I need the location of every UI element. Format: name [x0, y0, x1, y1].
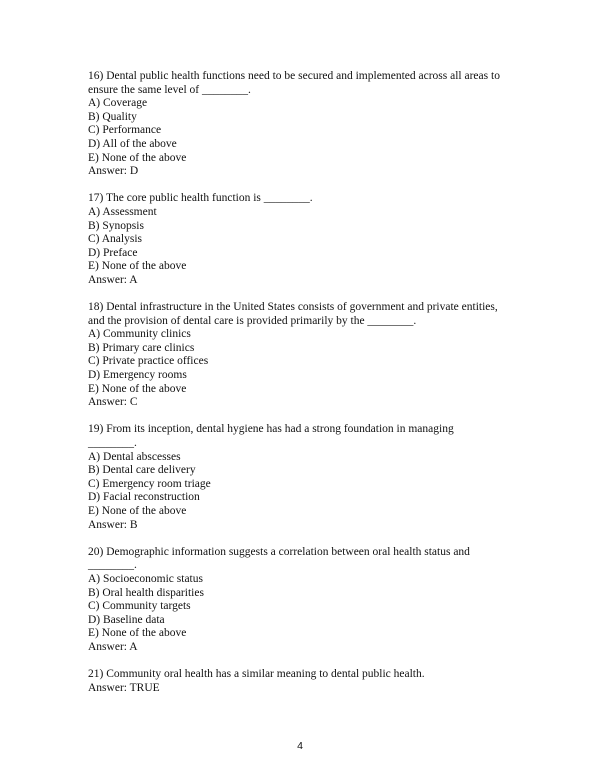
answer-option: A) Dental abscesses — [88, 450, 181, 463]
answer-option: C) Analysis — [88, 233, 142, 246]
answer-option: D) Baseline data — [88, 613, 165, 626]
question-text: ________. — [88, 437, 137, 450]
question-16 — [88, 70, 528, 179]
question-20 — [88, 546, 528, 655]
answer-key: Answer: TRUE — [88, 681, 160, 694]
answer-option: D) Emergency rooms — [88, 369, 187, 382]
answer-option: B) Oral health disparities — [88, 586, 204, 599]
question-text: 20) Demographic information suggests a correlation between oral health status and — [88, 545, 470, 558]
question-21 — [88, 668, 528, 695]
question-19 — [88, 423, 528, 532]
question-text: and the provision of dental care is provided primarily by the ________. — [88, 314, 417, 327]
answer-option: A) Socioeconomic status — [88, 572, 203, 585]
answer-option: C) Performance — [88, 124, 162, 137]
answer-option: A) Coverage — [88, 97, 148, 110]
question-list — [88, 70, 528, 709]
answer-key: Answer: B — [88, 518, 138, 531]
question-text: ________. — [88, 559, 137, 572]
question-text: ensure the same level of ________. — [88, 83, 251, 96]
answer-option: E) None of the above — [88, 260, 187, 273]
question-text: 17) The core public health function is ________. — [88, 192, 313, 205]
page-number: 4 — [297, 740, 303, 752]
answer-option: E) None of the above — [88, 151, 187, 164]
answer-option: C) Private practice offices — [88, 355, 209, 368]
answer-option: B) Primary care clinics — [88, 341, 195, 354]
answer-option: B) Synopsis — [88, 219, 144, 232]
question-18 — [88, 301, 528, 410]
answer-option: C) Emergency room triage — [88, 477, 211, 490]
answer-option: E) None of the above — [88, 505, 187, 517]
answer-option: D) All of the above — [88, 137, 177, 150]
question-text: 18) Dental infrastructure in the United States consists of government and private entities, — [88, 301, 498, 314]
question-text: 19) From its inception, dental hygiene has had a strong foundation in managing — [88, 423, 454, 436]
answer-key: Answer: A — [88, 273, 138, 286]
question-text: 16) Dental public health functions need to be secured and implemented across all areas to — [88, 70, 500, 82]
answer-option: D) Preface — [88, 246, 138, 259]
answer-key: Answer: A — [88, 640, 138, 653]
answer-option: A) Assessment — [88, 205, 157, 218]
answer-option: D) Facial reconstruction — [88, 491, 200, 504]
answer-option: E) None of the above — [88, 627, 187, 640]
question-text: 21) Community oral health has a similar meaning to dental public health. — [88, 668, 425, 681]
answer-option: B) Dental care delivery — [88, 464, 196, 477]
question-17 — [88, 192, 528, 287]
answer-option: C) Community targets — [88, 600, 191, 613]
answer-key: Answer: C — [88, 396, 138, 409]
answer-option: B) Quality — [88, 110, 137, 123]
answer-key: Answer: D — [88, 165, 139, 178]
answer-option: E) None of the above — [88, 382, 187, 395]
answer-option: A) Community clinics — [88, 328, 191, 341]
